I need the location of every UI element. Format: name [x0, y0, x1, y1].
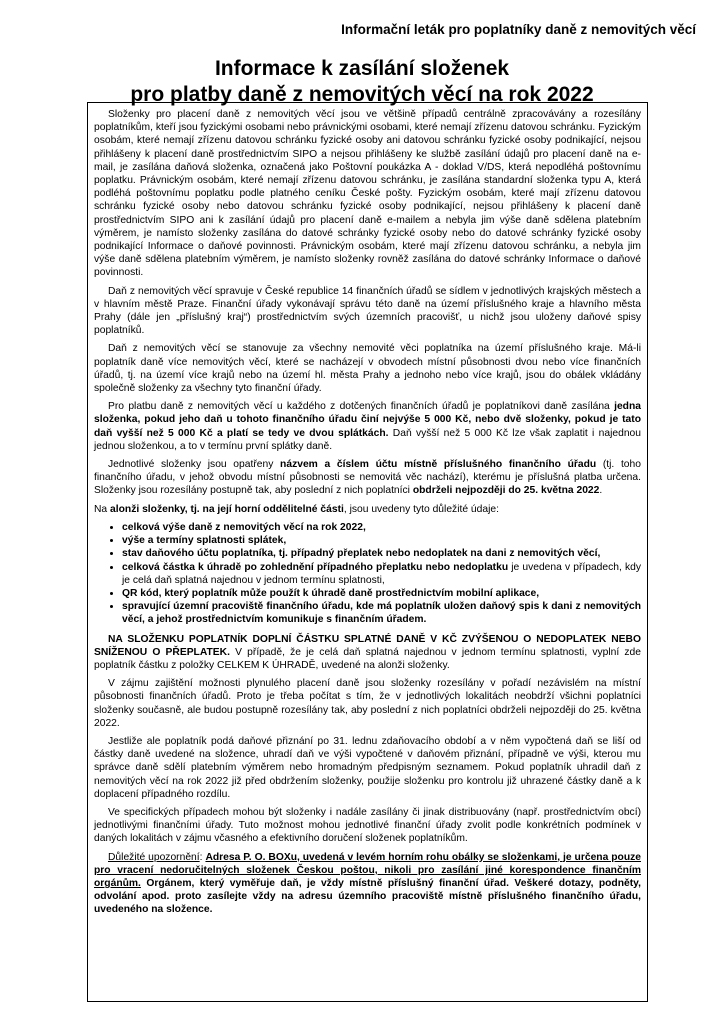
paragraph-delivery-methods: Složenky pro placení daně z nemovitých věcí jsou ve většině případů centrálně zpracovávány a rozesílány poplatníkům, kteří jsou fyzickými osobami nebo právnickými osobami, které nemají zřízenu datovou schránku. Fyzickým osobám, které nemají zřízenu datovou schránku fyzické osoby ani datovou schránku fyzické osoby podnikající, nejsou přihlášeny k placení daně prostřednictvím SIPO a nejsou přihlášeny ke službě zasílání údajů pro placení daně na e-mail, je zasílána daňová složenka, označená jako Poštovní poukázka A - doklad V/DS, která nepodléhá poštovnímu poplatku. Právnickým osobám, které nemají zřízenu datovou schránku, je zasílána standardní složenka typu A, která podléhá poštovnímu poplatku podle platného ceníku České pošty. Fyzickým osobám, které mají zřízenu datovou schránku fyzické osoby nebo datovou schránku fyzické osoby podnikající, nejsou přihlášeny k placení daně prostřednictvím SIPO ani k zasílání údajů pro placení daně e-mailem a nebyla jim výše daně sdělena platebním výměrem, je namísto složenky zasílána do datové schránky fyzické osoby nebo do datové schránky fyzické osoby podnikající Informace o daňové povinnosti. Právnickým osobám, které mají zřízenu datovou schránku, a nebyla jim výše daně sdělena platebním výměrem, je namísto složenky rovněž zasílána do datové schránky Informace o daňové povinnosti.: [94, 109, 641, 279]
paragraph-specific-cases: Ve specifických případech mohou být složenky i nadále zasílány či jinak distribuovány (např. prostřednictvím obcí) jednotlivými finančními úřady. Tuto možnost mohou jednotlivé finanční úřady zvolit podle konkrétních podmínek v daných lokalitách v zájmu včasného a efektivního doručení složenek poplatníkům.: [94, 806, 641, 845]
paragraph-tax-offices: Daň z nemovitých věcí spravuje v České republice 14 finančních úřadů se sídlem v jednotlivých krajských městech a v hlavním městě Praze. Finanční úřady vykonávají správu této daně na území příslušného kraje a hlavního města Prahy (dále jen „příslušný kraj“) prostřednictvím svých územních pracovišť, u nichž jsou uloženy daňové spisy poplatníků.: [94, 285, 641, 337]
notice-label: Důležité upozornění: [108, 851, 200, 863]
paragraph-slip-details: [94, 458, 641, 498]
emphasis-deadline: obdrželi nejpozději do 25. května 2022: [412, 485, 600, 497]
paragraph-allonge-intro: [94, 503, 641, 516]
leaflet-header: Informační leták pro poplatníky daně z nemovitých věcí: [341, 22, 696, 37]
text: .: [599, 485, 603, 497]
text: , jsou uvedeny tyto důležité údaje:: [343, 503, 499, 515]
paragraph-fill-amount: [94, 633, 641, 673]
list-item: • výše a termíny splatnosti splátek,: [122, 534, 641, 547]
paragraph-tax-return: Jestliže ale poplatník podá daňové přiznání po 31. lednu zdaňovacího období a v něm vypočtená daň se liší od částky daně uvedené na složence, uhradí daň ve výši vypočtené v daňovém přiznání, případně ve výši, kterou mu správce daně sdělí platebním výměrem nebo hromadným předpisným seznamem. Pokud poplatník uhradil daň z nemovitých věcí na rok 2022 již před obdržením složenky, použije složenku pro kontrolu již uhrazené částky daně a k doplacení případného rozdílu.: [94, 735, 641, 800]
text: Jednotlivé složenky jsou opatřeny: [108, 459, 281, 471]
page-title: [0, 56, 724, 108]
text: Na: [94, 503, 111, 515]
list-item: • celková výše daně z nemovitých věcí na rok 2022,: [122, 521, 641, 534]
emphasis-text: jedna složenka, pokud jeho daň u tohoto finančního úřadu činí nejvýše 5 000 Kč, nebo dvě složenky, pokud je tato daň vyšší než 5 000 Kč a platí se tedy ve dvou splátkách.: [94, 401, 641, 439]
paragraph-multiple-properties: Daň z nemovitých věcí se stanovuje za všechny nemovité věci poplatníka na území příslušného kraje. Má-li poplatník daně více nemovitých věcí, které se nacházejí v obvodech místní působnosti dvou nebo více finančních úřadů, tj. na území více krajů nebo na území hl. města Prahy a jednoho nebo více krajů, jsou do obálek vkládány společně složenky za všechny tyto finanční úřady.: [94, 343, 641, 395]
paragraph-delivery-order: V zájmu zajištění možnosti plynulého placení daně jsou složenky rozesílány v pořadí nezávislém na místní působnosti finančních úřadů. Proto je třeba počítat s tím, že v jednotlivých lokalitách neobdrží všichni poplatníci složenky současně, ale budou postupně rozesílány tak, aby poslední z nich poplatníci obdrželi nejpozději do 25. května 2022.: [94, 678, 641, 729]
emphasis-caps: NA SLOŽENKU POPLATNÍK DOPLNÍ ČÁSTKU SPLATNÉ DANĚ V KČ ZVÝŠENOU O NEDOPLATEK NEBO SNÍŽENOU O PŘEPLATEK.: [94, 633, 641, 658]
notice-contact: Orgánem, který vyměřuje daň, je vždy místně příslušný finanční úřad. Veškeré dotazy, podněty, odvolání apod. proto zasílejte vždy na adresu územního pracoviště místně příslušného finančního úřadu, uvedeného na složence.: [94, 877, 641, 916]
list-item: • stav daňového účtu poplatníka, tj. případný přeplatek nebo nedoplatek na dani z nemovitých věcí,: [122, 547, 641, 560]
text: :: [199, 851, 206, 863]
paragraph-number-of-slips: [94, 400, 641, 453]
list-item: • spravující územní pracoviště finančního úřadu, kde má poplatník uložen daňový spis k dani z nemovitých věcí, a jehož prostřednictvím komunikuje s finančním úřadem.: [122, 600, 641, 626]
content-box: [87, 102, 648, 1002]
notice-po-box: Adresa P. O. BOXu, uvedená v levém horním rohu obálky se složenkami, je určena pouze pro vracení nedoručitelných složenek Českou poštou, nikoli pro zasílání jiné korespondence finančním orgánům.: [94, 851, 641, 889]
text: (tj. toho finančního úřadu, v jehož obvodu místní působnosti se nemovitá věc nachází), kterému je příslušná platba určena. Složenky jsou rozesílány postupně tak, aby poslední z nich poplatníci: [94, 459, 641, 497]
text: Pro platbu daně z nemovitých věcí u každého z dotčených finančních úřadů je poplatníkovi daně zasílána: [108, 401, 615, 413]
title-line-2: pro platby daně z nemovitých věcí na rok 2022: [130, 83, 594, 106]
emphasis-text: alonži složenky, tj. na její horní oddělitelné části: [110, 503, 344, 515]
allonge-details-list: [94, 521, 641, 627]
paragraph-important-notice: [94, 851, 641, 917]
text: Daň vyšší než 5 000 Kč lze však zaplatit i najednou jednou složenkou, a to v termínu první splátky daně.: [94, 427, 641, 452]
list-item: • celková částka k úhradě po zohlednění případného přeplatku nebo nedoplatku je uvedena v případech, kdy je celá daň splatná najednou v jednom termínu splatnosti,: [122, 561, 641, 587]
text: V případě, že je celá daň splatná najednou v jednom termínu splatnosti, vyplní zde poplatník částku z položky CELKEM K ÚHRADĚ, uvedené na alonži složenky.: [94, 646, 642, 671]
emphasis-text: názvem a číslem účtu místně příslušného finančního úřadu: [280, 459, 597, 471]
title-line-1: Informace k zasílání složenek: [214, 57, 510, 80]
list-item: • QR kód, který poplatník může použít k úhradě daně prostřednictvím mobilní aplikace,: [122, 587, 641, 600]
